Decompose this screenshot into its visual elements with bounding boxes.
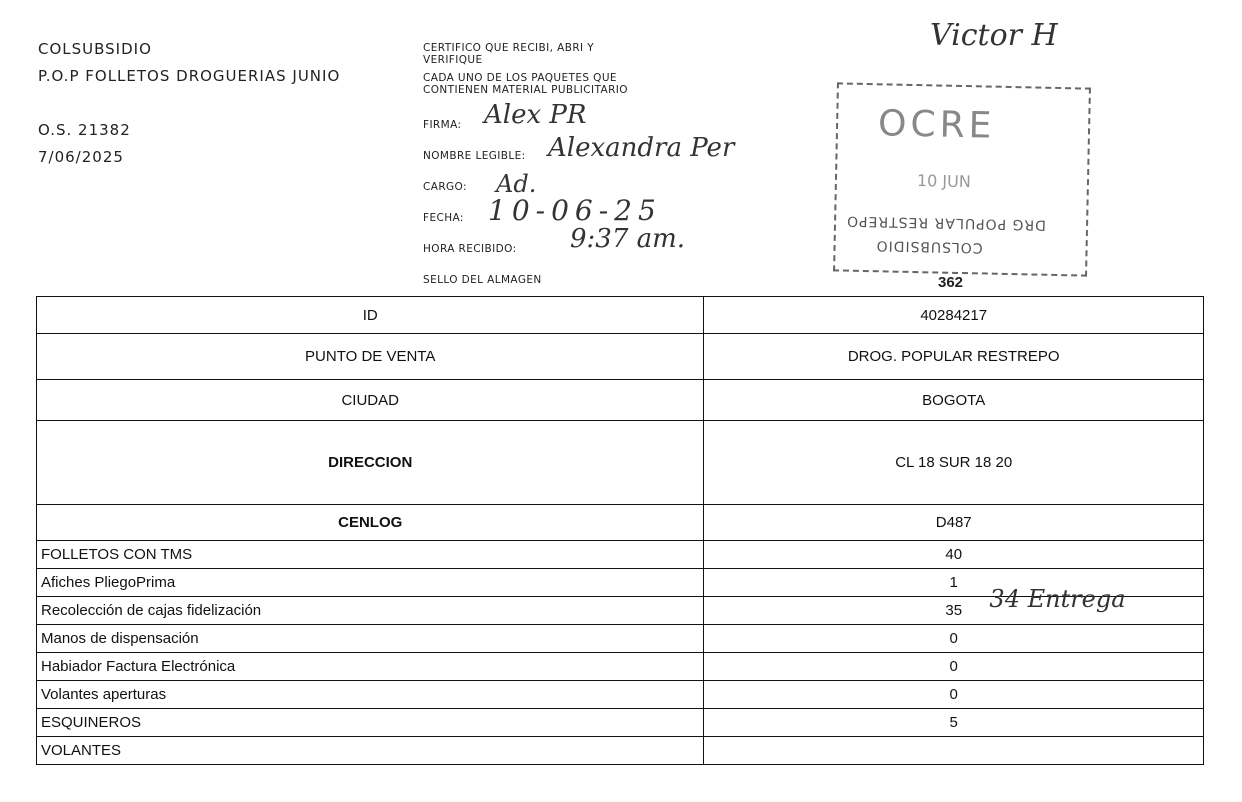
delivery-table — [36, 296, 1204, 765]
sello-label: SELLO DEL ALMAGEN — [423, 274, 542, 286]
item-value-recoleccion: 35 — [945, 602, 963, 619]
hora-handwritten: 9:37 am. — [570, 224, 686, 254]
row-value-direccion: CL 18 SUR 18 20 — [704, 421, 1204, 505]
company-name: COLSUBSIDIO — [38, 40, 152, 58]
item-label-folletos: FOLLETOS CON TMS — [37, 541, 704, 569]
certificate-line-3: CADA UNO DE LOS PAQUETES QUE — [423, 72, 617, 84]
certificate-line-1: CERTIFICO QUE RECIBI, ABRI Y — [423, 42, 595, 54]
item-value-volantes-aperturas: 0 — [704, 681, 1204, 709]
row-label-cenlog: CENLOG — [37, 505, 704, 541]
item-value-afiches: 1 — [704, 569, 1204, 597]
item-row — [37, 653, 1204, 681]
row-value-ciudad: BOGOTA — [704, 380, 1204, 421]
table-row — [37, 334, 1204, 380]
document-date: 7/06/2025 — [38, 148, 124, 166]
firma-handwritten: Alex PR — [484, 100, 587, 130]
table-row — [37, 297, 1204, 334]
nombre-handwritten: Alexandra Per — [548, 133, 735, 163]
fecha-label: FECHA: — [423, 212, 464, 224]
item-value-esquineros: 5 — [704, 709, 1204, 737]
row-label-direccion: DIRECCION — [37, 421, 704, 505]
item-row — [37, 541, 1204, 569]
top-signature: Victor H — [930, 18, 1058, 53]
stamp-date-text: 10 JUN — [916, 171, 971, 192]
nombre-label: NOMBRE LEGIBLE: — [423, 150, 526, 162]
entrega-note-handwritten: 34 Entrega — [989, 585, 1126, 613]
row-value-punto-venta: DROG. POPULAR RESTREPO — [704, 334, 1204, 380]
stamp-store-text: DRG POPULAR RESTREPO — [845, 212, 1047, 233]
certificate-line-4: CONTIENEN MATERIAL PUBLICITARIO — [423, 84, 628, 96]
item-label-volantes-aperturas: Volantes aperturas — [37, 681, 704, 709]
order-number: O.S. 21382 — [38, 121, 131, 139]
cargo-handwritten: Ad. — [496, 170, 537, 198]
item-row — [37, 597, 1204, 625]
row-value-id: 40284217 — [704, 297, 1204, 334]
stamp-company-text: COLSUBSIDIO — [875, 237, 983, 256]
table-row — [37, 505, 1204, 541]
item-row — [37, 681, 1204, 709]
row-label-punto-venta: PUNTO DE VENTA — [37, 334, 704, 380]
item-label-recoleccion: Recolección de cajas fidelización — [37, 597, 704, 625]
campaign-title: P.O.P FOLLETOS DROGUERIAS JUNIO — [38, 67, 341, 85]
item-value-recoleccion-cell — [704, 585, 1204, 625]
cargo-label: CARGO: — [423, 181, 467, 193]
row-value-cenlog: D487 — [704, 505, 1204, 541]
item-label-manos: Manos de dispensación — [37, 625, 704, 653]
item-value-manos: 0 — [704, 625, 1204, 653]
item-value-volantes — [704, 737, 1204, 765]
warehouse-stamp — [833, 82, 1091, 276]
item-row — [37, 625, 1204, 653]
item-label-habiador: Habiador Factura Electrónica — [37, 653, 704, 681]
item-label-afiches: Afiches PliegoPrima — [37, 569, 704, 597]
table-row — [37, 380, 1204, 421]
item-value-habiador: 0 — [704, 653, 1204, 681]
item-row — [37, 737, 1204, 765]
row-label-id: ID — [37, 297, 704, 334]
item-label-volantes: VOLANTES — [37, 737, 704, 765]
table-row — [37, 421, 1204, 505]
firma-label: FIRMA: — [423, 119, 462, 131]
item-label-esquineros: ESQUINEROS — [37, 709, 704, 737]
certificate-line-2: VERIFIQUE — [423, 54, 483, 66]
hora-label: HORA RECIBIDO: — [423, 243, 517, 255]
stamp-number: 362 — [938, 274, 964, 291]
item-value-folletos: 40 — [704, 541, 1204, 569]
stamp-big-text: OCRE — [877, 103, 996, 147]
fecha-handwritten: 10-06-25 — [488, 194, 662, 227]
item-row — [37, 709, 1204, 737]
row-label-ciudad: CIUDAD — [37, 380, 704, 421]
